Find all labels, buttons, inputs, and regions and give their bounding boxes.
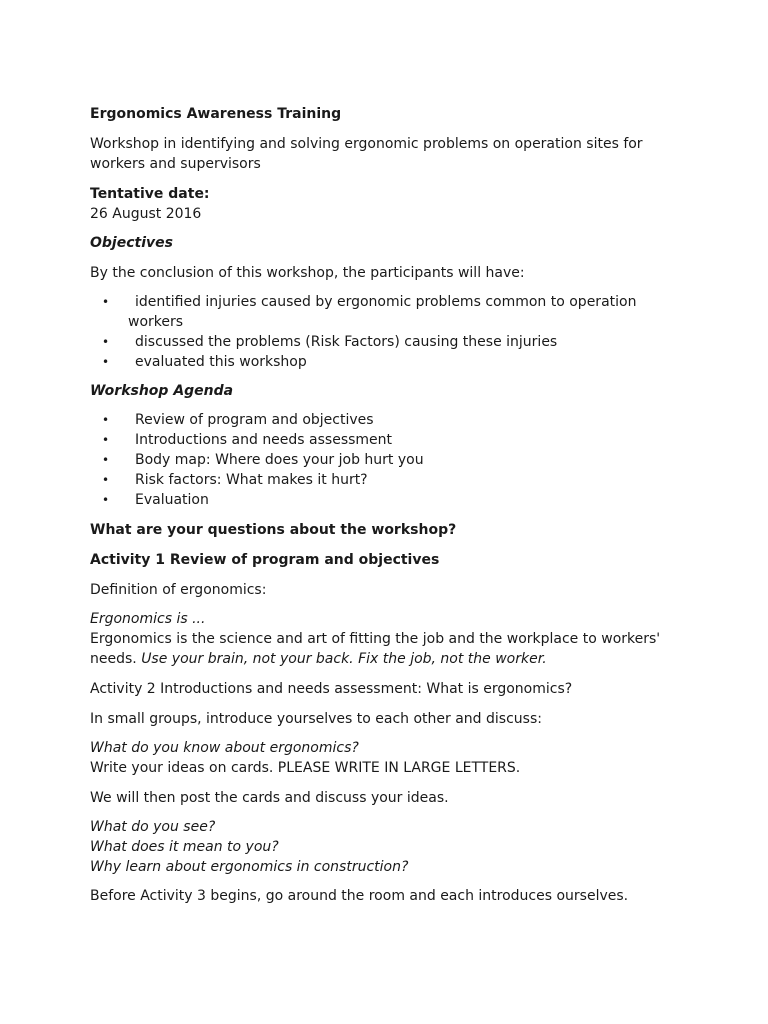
objective-item-3: evaluated this workshop [135, 354, 307, 370]
post-instruction: We will then post the cards and discuss your ideas. [90, 790, 449, 806]
objective-item-2: discussed the problems (Risk Factors) causing these injuries [135, 334, 558, 350]
see-question: What do you see? [90, 819, 216, 835]
agenda-item-1: Review of program and objectives [135, 412, 374, 428]
agenda-item-2: Introductions and needs assessment [135, 432, 393, 448]
definition-line-2 [90, 649, 547, 669]
agenda-heading: Workshop Agenda [90, 383, 234, 399]
why-question: Why learn about ergonomics in construction? [90, 859, 409, 875]
bullet-icon: • [102, 295, 110, 309]
before-activity-3: Before Activity 3 begins, go around the room and each introduces ourselves. [90, 888, 629, 904]
bullet-icon: • [102, 433, 110, 447]
bullet-icon: • [102, 453, 110, 467]
ergonomics-is: Ergonomics is ... [90, 611, 206, 627]
definition-line-2-italic: Use your brain, not your back. Fix the job, not the worker. [141, 651, 547, 667]
bullet-icon: • [102, 335, 110, 349]
definition-line-2-plain: needs. [90, 651, 142, 667]
objective-item-1-continued: workers [128, 314, 184, 330]
bullet-icon: • [102, 493, 110, 507]
bullet-icon: • [102, 413, 110, 427]
tentative-date-value: 26 August 2016 [90, 206, 202, 222]
objectives-heading: Objectives [90, 235, 173, 251]
objective-item-1: identified injuries caused by ergonomic problems common to operation [135, 294, 637, 310]
document-title: Ergonomics Awareness Training [90, 106, 342, 122]
tentative-date-label: Tentative date: [90, 186, 210, 202]
objectives-intro: By the conclusion of this workshop, the participants will have: [90, 265, 525, 281]
questions-heading: What are your questions about the workshop? [90, 522, 457, 538]
intro-line-1: Workshop in identifying and solving ergonomic problems on operation sites for [90, 136, 643, 152]
mean-question: What does it mean to you? [90, 839, 279, 855]
agenda-item-3: Body map: Where does your job hurt you [135, 452, 424, 468]
groups-instruction: In small groups, introduce yourselves to each other and discuss: [90, 711, 542, 727]
bullet-icon: • [102, 473, 110, 487]
agenda-item-5: Evaluation [135, 492, 209, 508]
agenda-item-4: Risk factors: What makes it hurt? [135, 472, 368, 488]
activity-1-heading: Activity 1 Review of program and objectives [90, 552, 440, 568]
write-instruction: Write your ideas on cards. PLEASE WRITE IN LARGE LETTERS. [90, 760, 521, 776]
activity-2-heading: Activity 2 Introductions and needs assessment: What is ergonomics? [90, 681, 573, 697]
definition-label: Definition of ergonomics: [90, 582, 267, 598]
bullet-icon: • [102, 355, 110, 369]
intro-line-2: workers and supervisors [90, 156, 261, 172]
definition-line-1: Ergonomics is the science and art of fitting the job and the workplace to workers' [90, 631, 661, 647]
know-question: What do you know about ergonomics? [90, 740, 359, 756]
